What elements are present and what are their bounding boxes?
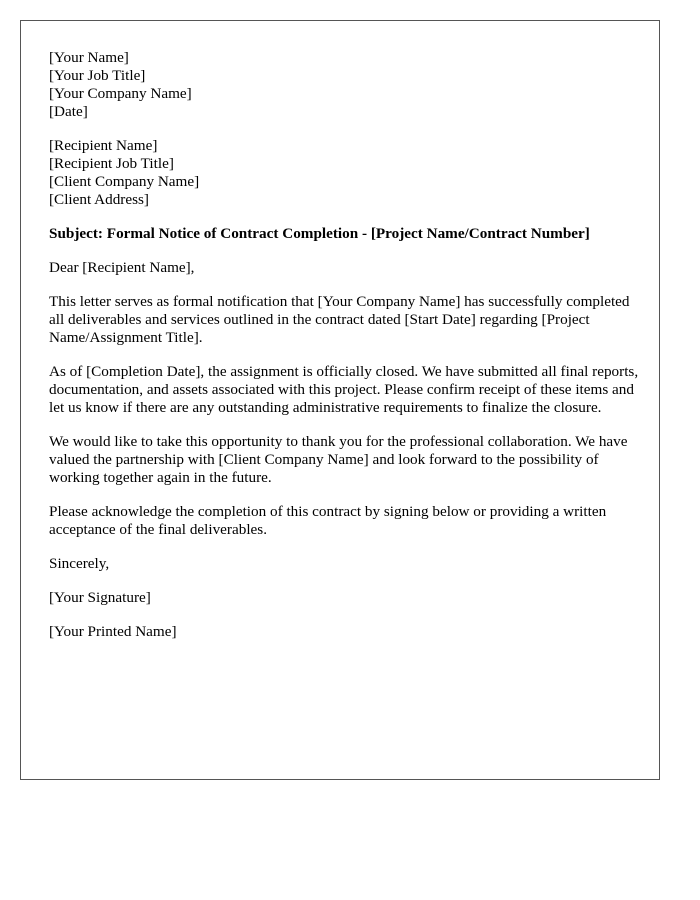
body-paragraph-1: This letter serves as formal notification that [Your Company Name] has successfully completed all deliverables and services outlined in the contract dated [Start Date] regarding [Project Name/Assignment Title].	[49, 293, 630, 346]
valediction: Sincerely,	[49, 555, 110, 572]
body-paragraph-4: Please acknowledge the completion of this contract by signing below or providing a written acceptance of the final deliverables.	[49, 503, 607, 538]
letter-content	[49, 49, 639, 657]
printed-name: [Your Printed Name]	[49, 623, 177, 640]
sender-name: [Your Name]	[49, 49, 129, 66]
sender-block	[49, 49, 639, 121]
signature-placeholder: [Your Signature]	[49, 589, 151, 606]
body-paragraph-2: As of [Completion Date], the assignment is officially closed. We have submitted all final reports, documentation, and assets associated with this project. Please confirm receipt of these items and let us know if there are any outstanding administrative requirements to finalize the closure.	[49, 363, 639, 416]
body-paragraph-3: We would like to take this opportunity to thank you for the professional collaboration. We have valued the partnership with [Client Company Name] and look forward to the possibility of working together again in the future.	[49, 433, 628, 486]
recipient-block	[49, 137, 639, 209]
letter-document	[20, 20, 660, 780]
recipient-job-title: [Recipient Job Title]	[49, 155, 174, 172]
sender-company: [Your Company Name]	[49, 85, 192, 102]
letter-date: [Date]	[49, 103, 88, 120]
recipient-company: [Client Company Name]	[49, 173, 200, 190]
salutation: Dear [Recipient Name],	[49, 259, 195, 276]
recipient-name: [Recipient Name]	[49, 137, 158, 154]
sender-job-title: [Your Job Title]	[49, 67, 146, 84]
recipient-address: [Client Address]	[49, 191, 149, 208]
subject-line: Subject: Formal Notice of Contract Completion - [Project Name/Contract Number]	[49, 225, 590, 242]
